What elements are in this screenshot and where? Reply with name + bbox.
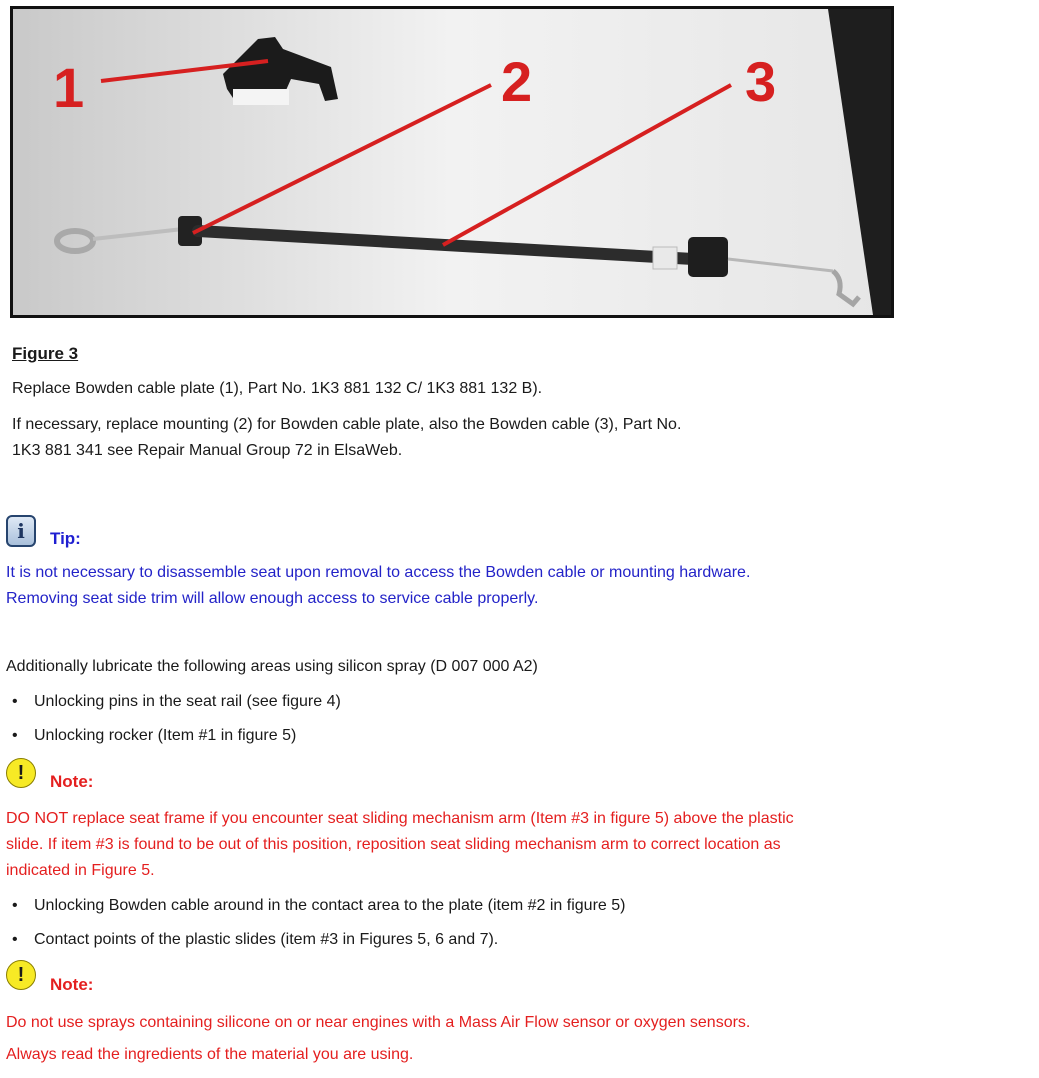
callout-number-3: 3	[745, 50, 777, 113]
list-item-text: Unlocking Bowden cable around in the contact area to the plate (item #2 in figure 5)	[34, 897, 626, 914]
list-item	[12, 928, 498, 952]
info-icon: i	[6, 515, 36, 547]
note-label: Note:	[50, 772, 94, 791]
list-item	[12, 690, 341, 714]
figure-title: Figure 3	[12, 344, 79, 363]
list-item-text: Contact points of the plastic slides (item #3 in Figures 5, 6 and 7).	[34, 931, 499, 948]
warning-icon: !	[6, 960, 36, 990]
list-item	[12, 894, 625, 918]
bullet-dot: •	[12, 693, 18, 710]
figure-text-line-3: 1K3 881 341 see Repair Manual Group 72 in ElsaWeb.	[12, 442, 403, 459]
figure-photo	[10, 6, 894, 318]
note1-text-line-1: DO NOT replace seat frame if you encounter seat sliding mechanism arm (Item #3 in figure 5) above the plastic	[6, 810, 794, 827]
cable-plate-clip	[233, 89, 289, 105]
bullet-dot: •	[12, 727, 18, 744]
note-label: Note:	[50, 975, 94, 994]
bowden-cable-illustration	[13, 9, 891, 315]
list-item-text: Unlocking pins in the seat rail (see figure 4)	[34, 693, 341, 710]
bullet-dot: •	[12, 897, 18, 914]
tip-text-line-1: It is not necessary to disassemble seat upon removal to access the Bowden cable or mounting hardware.	[6, 564, 751, 581]
note2-text-line-2: Always read the ingredients of the material you are using.	[6, 1046, 414, 1063]
callout-number-1: 1	[53, 56, 85, 119]
tip-label: Tip:	[50, 529, 81, 548]
cable-ferrule	[653, 247, 677, 269]
note1-text-line-2: slide. If item #3 is found to be out of this position, reposition seat sliding mechanism arm to correct location as	[6, 836, 781, 853]
callout-number-2: 2	[501, 50, 533, 113]
list-item	[12, 724, 296, 748]
warning-icon: !	[6, 758, 36, 788]
figure-text-line-1: Replace Bowden cable plate (1), Part No. 1K3 881 132 C/ 1K3 881 132 B).	[12, 380, 543, 397]
list-item-text: Unlocking rocker (Item #1 in figure 5)	[34, 727, 297, 744]
bullet-dot: •	[12, 931, 18, 948]
figure-text-line-2: If necessary, replace mounting (2) for Bowden cable plate, also the Bowden cable (3), Part No.	[12, 416, 682, 433]
tip-text-line-2: Removing seat side trim will allow enough access to service cable properly.	[6, 590, 539, 607]
lubrication-intro: Additionally lubricate the following areas using silicon spray (D 007 000 A2)	[6, 658, 538, 675]
cable-adjuster-nut	[688, 237, 728, 277]
note1-text-line-3: indicated in Figure 5.	[6, 862, 155, 879]
note2-text-line-1: Do not use sprays containing silicone on or near engines with a Mass Air Flow sensor or oxygen sensors.	[6, 1014, 751, 1031]
